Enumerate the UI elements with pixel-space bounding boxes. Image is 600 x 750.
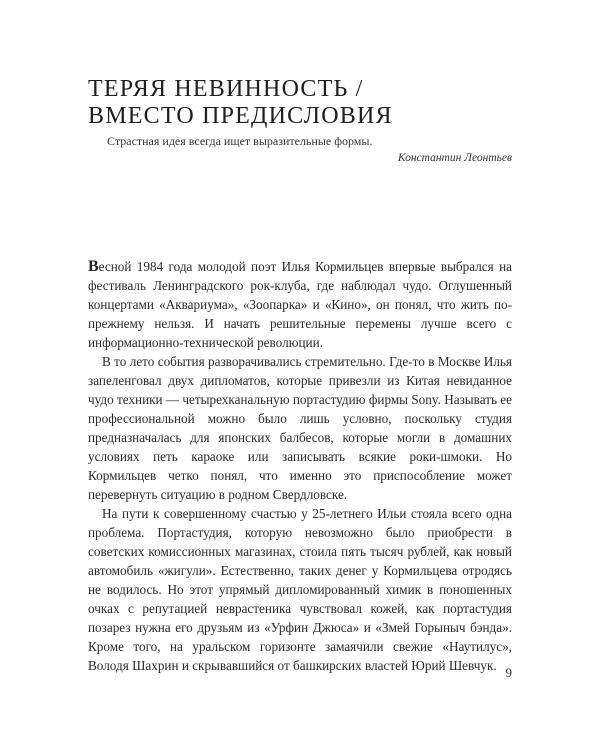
paragraph-2: В то лето события разворачивались стремительно. Где-то в Москве Илья запеленговал двух дипломатов, которые привезли из Китая невиданное чудо техники — четырехканальную портастудию фирмы Sony. Называть ее профессиональной можно было лишь условно, поскольку студия предназначалась для японских балбесов, которые могли в домашних условиях петь караоке или записывать всякие роки-шмоки. Но Кормильцев четко понял, что именно это приспособление может перевернуть ситуацию в родном Свердловске.: [88, 354, 512, 502]
epigraph-text: Страстная идея всегда ищет выразительные формы.: [107, 134, 373, 148]
page-number: 9: [505, 665, 512, 680]
chapter-title-line-1: ТЕРЯЯ НЕВИННОСТЬ /: [88, 76, 364, 102]
body-text: [88, 257, 512, 675]
epigraph-author: Константин Леонтьев: [397, 152, 512, 164]
paragraph-3: На пути к совершенному счастью у 25-летнего Ильи стояла всего одна проблема. Портастудия, которую невозможно было приобрести в советских комиссионных магазинах, стоила пять тысяч рублей, как новый автомобиль «жигули». Естественно, таких денег у Кормильцева отродясь не водилось. Но этот упрямый дипломированный химик в поношенных очках с репутацией неврастеника чувствовал кожей, как портастудия позарез нужна его друзьям из «Урфин Джюса» и «Змей Горыныч бэнда». Кроме того, на уральском горизонте замаячили свежие «Наутилус», Володя Шахрин и скрывавшийся от башкирских властей Юрий Шевчук.: [88, 506, 512, 673]
chapter-title: [88, 76, 528, 130]
chapter-title-line-2: ВМЕСТО ПРЕДИСЛОВИЯ: [88, 103, 393, 129]
paragraph-1-text: есной 1984 года молодой поэт Илья Кормильцев впервые выбрался на фестиваль Ленинградского рок-клуба, где наблюдал чудо. Оглушенный концертами «Аквариума», «Зоопарка» и «Кино», он понял, что жить по-прежнему нельзя. И начать решительные перемены лучше всего с информационно-технической революции.: [88, 259, 512, 350]
paragraph-1: [88, 257, 512, 352]
initial-letter: В: [88, 258, 99, 275]
